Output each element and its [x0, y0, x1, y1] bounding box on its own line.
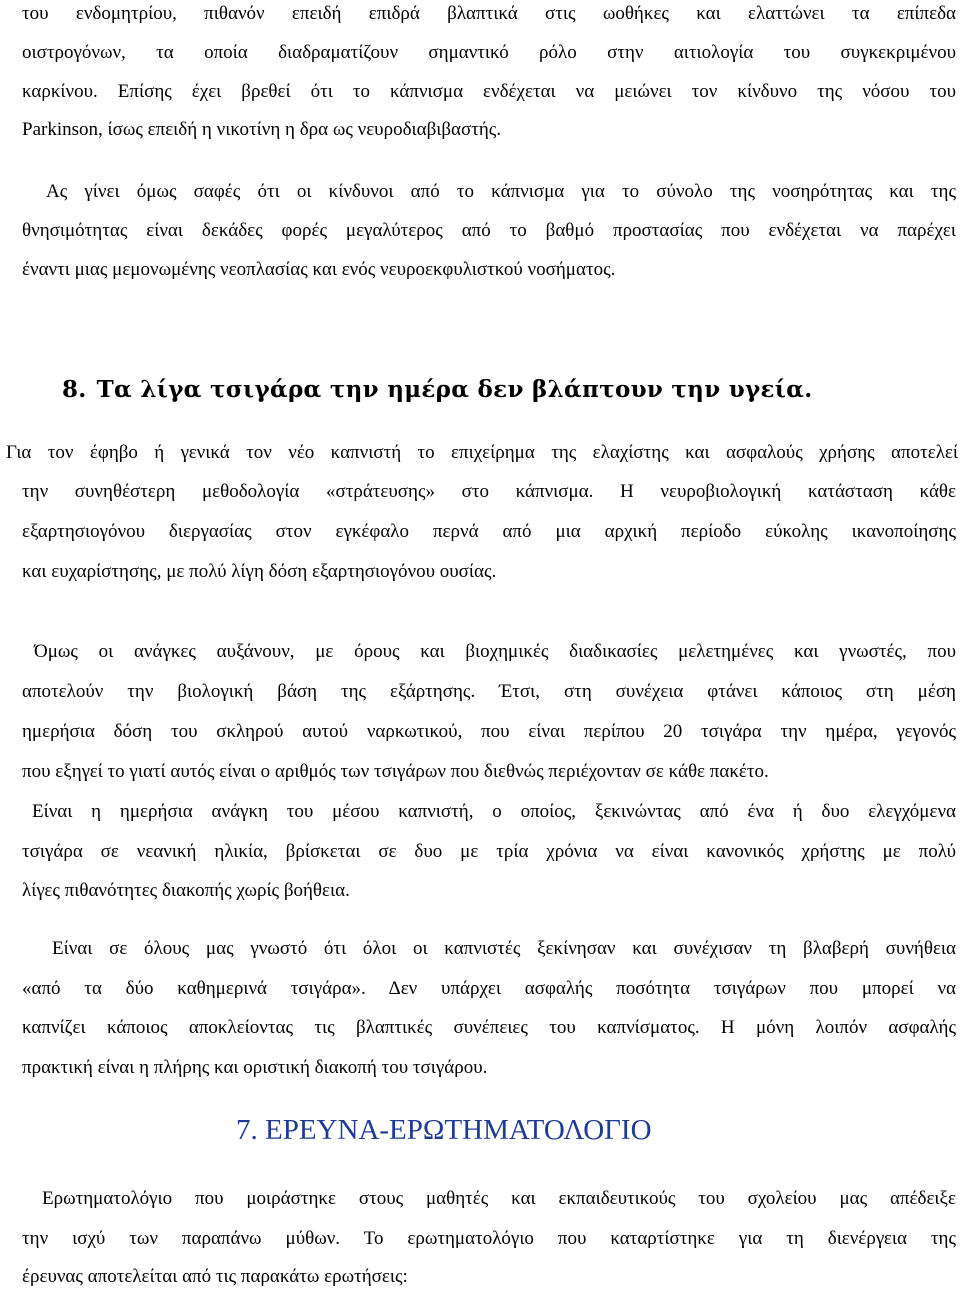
- paragraph-line: λίγες πιθανότητες διακοπής χωρίς βοήθεια.: [22, 880, 350, 901]
- paragraph-line: αποτελούν την βιολογική βάση της εξάρτησης. Έτσι, στη συνέχεια φτάνει κάποιος στη μέση: [22, 681, 956, 702]
- paragraph-line: «από τα δύο καθημερινά τσιγάρα». Δεν υπάρχει ασφαλής ποσότητα τσιγάρων που μπορεί να: [22, 978, 956, 999]
- paragraph-line: Είναι η ημερήσια ανάγκη του μέσου καπνιστή, ο οποίος, ξεκινώντας από ένα ή δυο ελεγχόμενα: [32, 801, 956, 822]
- paragraph-line: Ας γίνει όμως σαφές ότι οι κίνδυνοι από το κάπνισμα για το σύνολο της νοσηρότητας και της: [46, 181, 956, 202]
- paragraph-line: και ευχαρίστησης, με πολύ λίγη δόση εξαρτησιογόνου ουσίας.: [22, 561, 497, 582]
- paragraph-line: που εξηγεί το γιατί αυτός είναι ο αριθμός των τσιγάρων που διεθνώς περιέχονταν σε κάθε πακέτο.: [22, 761, 769, 782]
- paragraph-line: Όμως οι ανάγκες αυξάνουν, με όρους και βιοχημικές διαδικασίες μελετημένες και γνωστές, που: [34, 641, 956, 662]
- section-heading-8: [62, 376, 813, 404]
- paragraph-line: καπνίζει κάποιος αποκλείοντας τις βλαπτικές συνέπειες του καπνίσματος. Η μόνη λοιπόν ασφαλής: [22, 1017, 956, 1038]
- paragraph-line: του ενδομητρίου, πιθανόν επειδή επιδρά βλαπτικά στις ωοθήκες και ελαττώνει τα επίπεδα: [22, 3, 956, 24]
- section-heading-7: 7. ΕΡΕΥΝΑ-ΕΡΩΤΗΜΑΤΟΛΟΓΙΟ: [236, 1114, 652, 1146]
- paragraph-line: Για τον έφηβο ή γενικά τον νέο καπνιστή το επιχείρημα της ελαχίστης και ασφαλούς χρήσης αποτελεί: [6, 442, 958, 463]
- section-heading-title: Τα λίγα τσιγάρα την ημέρα δεν βλάπτουν την υγεία.: [96, 376, 813, 403]
- paragraph-line: έναντι μιας μεμονωμένης νεοπλασίας και ενός νευροεκφυλιστκού νοσήματος.: [22, 259, 616, 280]
- paragraph-line: Είναι σε όλους μας γνωστό ότι όλοι οι καπνιστές ξεκίνησαν και συνέχισαν τη βλαβερή συνήθεια: [52, 938, 956, 959]
- paragraph-line: Ερωτηματολόγιο που μοιράστηκε στους μαθητές και εκπαιδευτικούς του σχολείου μας απέδειξε: [42, 1188, 956, 1209]
- paragraph-line: τσιγάρα σε νεανική ηλικία, βρίσκεται σε δυο με τρία χρόνια να είναι κανονικός χρήστης με πολύ: [22, 841, 956, 862]
- paragraph-line: έρευνας αποτελείται από τις παρακάτω ερωτήσεις:: [22, 1266, 408, 1287]
- paragraph-line: θνησιμότητας είναι δεκάδες φορές μεγαλύτερος από το βαθμό προστασίας που ενδέχεται να παρέχει: [22, 220, 956, 241]
- paragraph-line: εξαρτησιογόνου διεργασίας στον εγκέφαλο περνά από μια αρχική περίοδο εύκολης ικανοποίησης: [22, 521, 956, 542]
- paragraph-line: την ισχύ των παραπάνω μύθων. Το ερωτηματολόγιο που καταρτίστηκε για τη διενέργεια της: [22, 1228, 956, 1249]
- paragraph-line: καρκίνου. Επίσης έχει βρεθεί ότι το κάπνισμα ενδέχεται να μειώνει τον κίνδυνο της νόσου του: [22, 81, 956, 102]
- section-heading-number: 8.: [62, 376, 87, 403]
- paragraph-line: Parkinson, ίσως επειδή η νικοτίνη η δρα ως νευροδιαβιβαστής.: [22, 119, 502, 140]
- paragraph-line: οιστρογόνων, τα οποία διαδραματίζουν σημαντικό ρόλο στην αιτιολογία του συγκεκριμένου: [22, 42, 956, 63]
- paragraph-line: την συνηθέστερη μεθοδολογία «στράτευσης» στο κάπνισμα. Η νευροβιολογική κατάσταση κάθε: [22, 481, 956, 502]
- paragraph-line: πρακτική είναι η πλήρης και οριστική διακοπή του τσιγάρου.: [22, 1057, 488, 1078]
- paragraph-line: ημερήσια δόση του σκληρού αυτού ναρκωτικού, που είναι περίπου 20 τσιγάρα την ημέρα, γεγονός: [22, 721, 956, 742]
